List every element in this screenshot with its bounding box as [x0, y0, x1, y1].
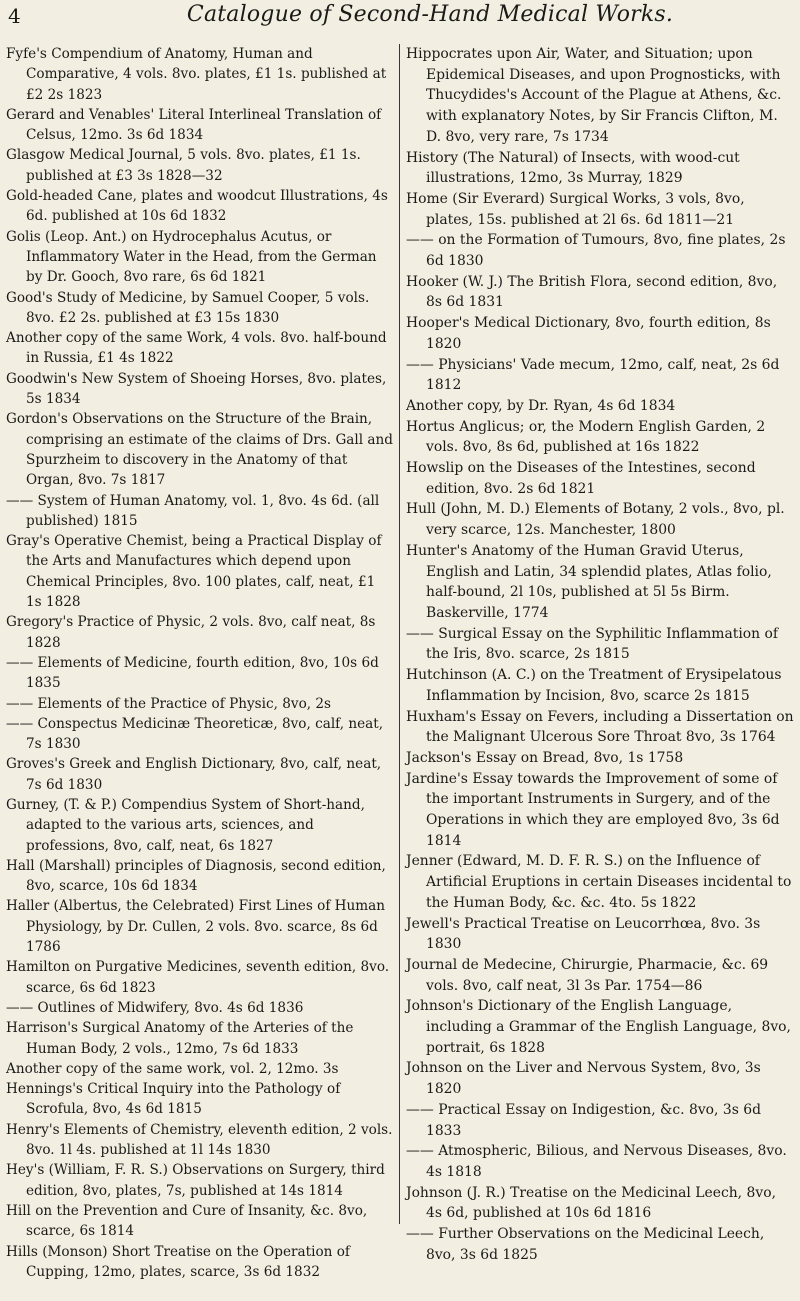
page-number: 4 [8, 4, 21, 28]
catalogue-entry: Hull (John, M. D.) Elements of Botany, 2 vols., 8vo, pl. very scarce, 12s. Manchester, 1800 [406, 501, 785, 539]
catalogue-entry: —— Conspectus Medicinæ Theoreticæ, 8vo, calf, neat, 7s 1830 [6, 715, 384, 753]
catalogue-entry: Jardine's Essay towards the Improvement of some of the important Instruments in Surgery, and of the Operations in which they are employed 8vo, 3s 6d 1814 [406, 770, 780, 849]
catalogue-entry: Goodwin's New System of Shoeing Horses, 8vo. plates, 5s 1834 [6, 370, 387, 408]
catalogue-entry: Haller (Albertus, the Celebrated) First Lines of Human Physiology, by Dr. Cullen, 2 vols. 8vo. scarce, 8s 6d 1786 [6, 898, 386, 956]
catalogue-entry: —— Further Observations on the Medicinal Leech, 8vo, 3s 6d 1825 [406, 1226, 765, 1263]
catalogue-entry: Howslip on the Diseases of the Intestines, second edition, 8vo. 2s 6d 1821 [406, 460, 756, 497]
catalogue-entry: Journal de Medecine, Chirurgie, Pharmacie, &c. 69 vols. 8vo, calf neat, 3l 3s Par. 1754—86 [406, 956, 769, 994]
catalogue-entry: Hunter's Anatomy of the Human Gravid Uterus, English and Latin, 34 splendid plates, Atlas folio, half-bound, 2l 10s, published at 5l 5s Birm. Baskerville, 1774 [406, 542, 772, 621]
catalogue-entry: Gordon's Observations on the Structure of the Brain, comprising an estimate of the claims of Drs. Gall and Spurzheim to discovery in the Anatomy of that Organ, 8vo. 7s 1817 [6, 411, 393, 489]
catalogue-entry: Hill on the Prevention and Cure of Insanity, &c. 8vo, scarce, 6s 1814 [6, 1202, 368, 1240]
catalogue-entry: —— Outlines of Midwifery, 8vo. 4s 6d 1836 [6, 999, 304, 1016]
catalogue-entry: Henry's Elements of Chemistry, eleventh edition, 2 vols. 8vo. 1l 4s. published at 1l 14s 1830 [6, 1121, 393, 1159]
catalogue-entry: —— Surgical Essay on the Syphilitic Inflammation of the Iris, 8vo. scarce, 2s 1815 [406, 625, 778, 663]
catalogue-entry: —— Elements of Medicine, fourth edition, 8vo, 10s 6d 1835 [6, 654, 379, 692]
catalogue-entry: Fyfe's Compendium of Anatomy, Human and Comparative, 4 vols. 8vo. plates, £1 1s. published at £2 2s 1823 [6, 46, 387, 103]
catalogue-entry: —— Elements of the Practice of Physic, 8vo, 2s [6, 695, 332, 712]
catalogue-entry: Johnson on the Liver and Nervous System, 8vo, 3s 1820 [406, 1060, 761, 1098]
catalogue-entry: Hennings's Critical Inquiry into the Pathology of Scrofula, 8vo, 4s 6d 1815 [6, 1081, 341, 1118]
catalogue-entry: Hooker (W. J.) The British Flora, second edition, 8vo, 8s 6d 1831 [406, 273, 778, 311]
catalogue-entry: Hortus Anglicus; or, the Modern English Garden, 2 vols. 8vo, 8s 6d, published at 16s 1822 [406, 418, 766, 456]
catalogue-entry: Another copy, by Dr. Ryan, 4s 6d 1834 [406, 397, 676, 414]
catalogue-entry: —— Practical Essay on Indigestion, &c. 8vo, 3s 6d 1833 [406, 1101, 761, 1139]
catalogue-entry: Good's Study of Medicine, by Samuel Cooper, 5 vols. 8vo. £2 2s. published at £3 15s 1830 [6, 289, 370, 326]
catalogue-entry: Gerard and Venables' Literal Interlineal Translation of Celsus, 12mo. 3s 6d 1834 [6, 106, 382, 144]
catalogue-entry: —— on the Formation of Tumours, 8vo, fine plates, 2s 6d 1830 [406, 232, 786, 270]
catalogue-entry: History (The Natural) of Insects, with wood-cut illustrations, 12mo, 3s Murray, 1829 [406, 149, 740, 187]
catalogue-entry: Another copy of the same work, vol. 2, 12mo. 3s [6, 1060, 339, 1077]
catalogue-entry: —— Physicians' Vade mecum, 12mo, calf, neat, 2s 6d 1812 [406, 356, 780, 394]
catalogue-entry: Jewell's Practical Treatise on Leucorrhœa, 8vo. 3s 1830 [406, 915, 761, 953]
catalogue-entry: Hills (Monson) Short Treatise on the Operation of Cupping, 12mo, plates, scarce, 3s 6d 1832 [6, 1243, 350, 1280]
catalogue-entry: Jenner (Edward, M. D. F. R. S.) on the Influence of Artificial Eruptions in certain Diseases incidental to the Human Body, &c. &c. 4to. 5s 1822 [406, 853, 792, 911]
catalogue-entry: Hippocrates upon Air, Water, and Situation; upon Epidemical Diseases, and upon Prognosticks, with Thucydides's Account of the Plague at Athens, &c. with explanatory Notes, by Sir Francis Clifton, M. D. 8vo, very rare, 7s 1734 [406, 46, 782, 145]
catalogue-entry: Gurney, (T. & P.) Compendius System of Short-hand, adapted to the various arts, sciences, and professions, 8vo, calf, neat, 6s 1827 [6, 796, 365, 854]
catalogue-entry: Hutchinson (A. C.) on the Treatment of Erysipelatous Inflammation by Incision, 8vo, scarce 2s 1815 [406, 667, 782, 704]
catalogue-entry: Hamilton on Purgative Medicines, seventh edition, 8vo. scarce, 6s 6d 1823 [6, 959, 390, 996]
right-column [406, 44, 794, 1265]
catalogue-entry: Home (Sir Everard) Surgical Works, 3 vols, 8vo, plates, 15s. published at 2l 6s. 6d 1811—21 [406, 190, 745, 228]
catalogue-entry: Glasgow Medical Journal, 5 vols. 8vo. plates, £1 1s. published at £3 3s 1828—32 [6, 147, 361, 184]
catalogue-entry: Gregory's Practice of Physic, 2 vols. 8vo, calf neat, 8s 1828 [6, 614, 376, 651]
catalogue-entry: —— System of Human Anatomy, vol. 1, 8vo. 4s 6d. (all published) 1815 [6, 492, 380, 529]
catalogue-entry: Hooper's Medical Dictionary, 8vo, fourth edition, 8s 1820 [406, 315, 771, 352]
catalogue-entry: Another copy of the same Work, 4 vols. 8vo. half-bound in Russia, £1 4s 1822 [6, 330, 387, 367]
catalogue-entry: Johnson (J. R.) Treatise on the Medicinal Leech, 8vo, 4s 6d, published at 10s 6d 1816 [406, 1184, 776, 1222]
catalogue-entry: Groves's Greek and English Dictionary, 8vo, calf, neat, 7s 6d 1830 [6, 756, 382, 793]
catalogue-entry: Jackson's Essay on Bread, 8vo, 1s 1758 [406, 749, 684, 766]
catalogue-entry: Johnson's Dictionary of the English Language, including a Grammar of the English Language, 8vo, portrait, 6s 1828 [406, 998, 791, 1056]
left-column [6, 44, 394, 1282]
column-divider [399, 44, 400, 1224]
catalogue-entry: Golis (Leop. Ant.) on Hydrocephalus Acutus, or Inflammatory Water in the Head, from the German by Dr. Gooch, 8vo rare, 6s 6d 1821 [6, 228, 377, 286]
catalogue-entry: —— Atmospheric, Bilious, and Nervous Diseases, 8vo. 4s 1818 [406, 1143, 787, 1180]
catalogue-entry: Hey's (William, F. R. S.) Observations on Surgery, third edition, 8vo, plates, 7s, published at 14s 1814 [6, 1162, 385, 1199]
page-title: Catalogue of Second-Hand Medical Works. [186, 2, 674, 27]
catalogue-entry: Gold-headed Cane, plates and woodcut Illustrations, 4s 6d. published at 10s 6d 1832 [6, 188, 388, 225]
catalogue-entry: Hall (Marshall) principles of Diagnosis, second edition, 8vo, scarce, 10s 6d 1834 [6, 857, 386, 895]
catalogue-entry: Huxham's Essay on Fevers, including a Dissertation on the Malignant Ulcerous Sore Throat 8vo, 3s 1764 [406, 708, 794, 746]
catalogue-entry: Gray's Operative Chemist, being a Practical Display of the Arts and Manufactures which depend upon Chemical Principles, 8vo. 100 plates, calf, neat, £1 1s 1828 [6, 533, 382, 611]
catalogue-entry: Harrison's Surgical Anatomy of the Arteries of the Human Body, 2 vols., 12mo, 7s 6d 1833 [6, 1020, 354, 1057]
